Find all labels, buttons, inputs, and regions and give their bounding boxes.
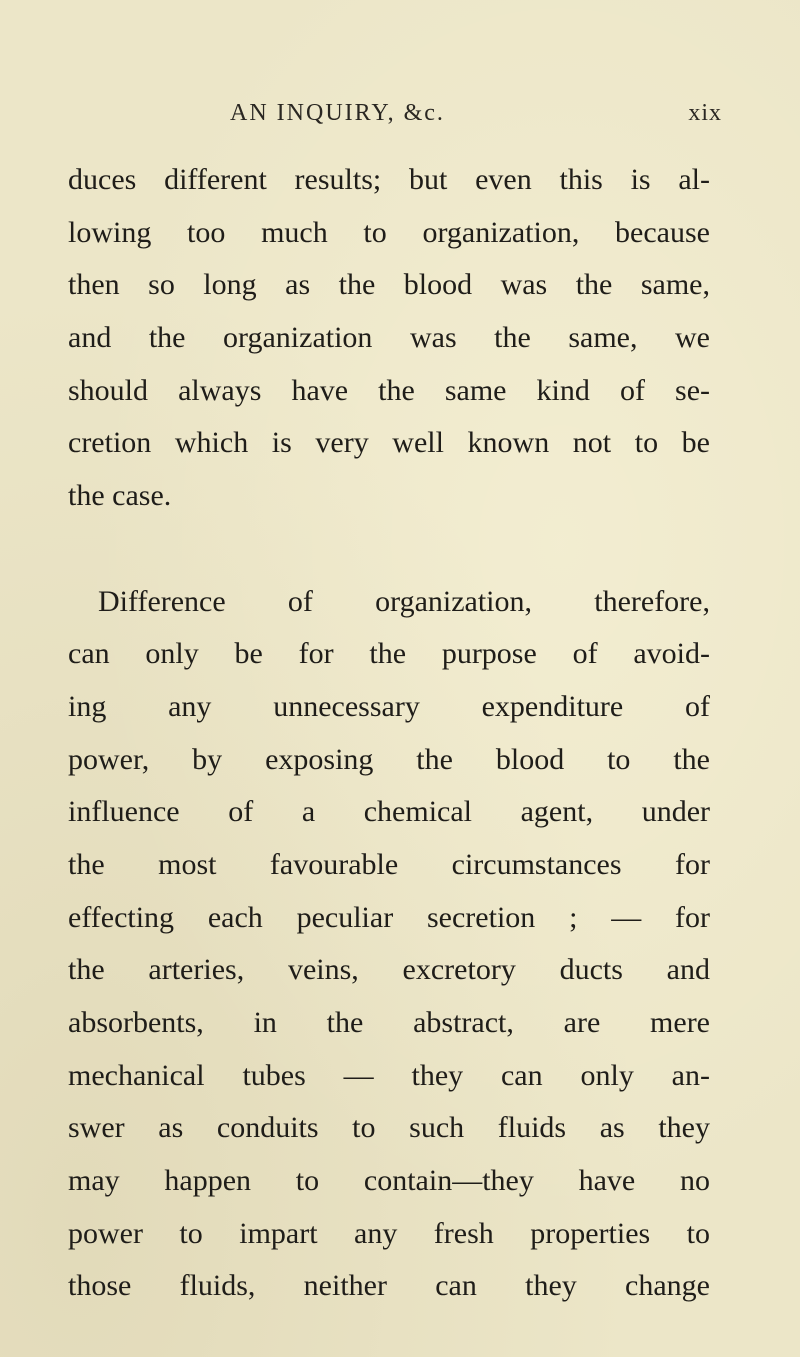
text-line: cretion which is very well known not to be [68,426,710,460]
paragraph-1 [68,154,710,523]
text-line: duces different results; but even this is al- [68,163,710,196]
text-line: power to impart any fresh properties to [68,1216,710,1250]
text-line: the case. [68,479,172,513]
text-line: swer as conduits to such fluids as they [68,1111,710,1145]
text-line: absorbents, in the abstract, are mere [68,1006,710,1039]
text-line: and the organization was the same, we [68,321,710,355]
text-line: mechanical tubes — they can only an- [68,1058,710,1092]
text-line: power, by exposing the blood to the [68,742,710,776]
text-line: Difference of organization, therefore, [98,584,710,618]
text-line: effecting each peculiar secretion ; — for [68,900,710,934]
text-line: the arteries, veins, excretory ducts and [68,953,710,987]
text-line: influence of a chemical agent, under [68,795,710,829]
paragraph-gap [68,523,710,576]
running-head [200,100,730,134]
text-line: should always have the same kind of se- [68,373,710,407]
running-head-title: AN INQUIRY, &c. [230,100,445,126]
paragraph-2 [68,576,710,1314]
body-text [68,154,710,1313]
text-line: then so long as the blood was the same, [68,268,710,302]
text-line: can only be for the purpose of avoid- [68,637,710,671]
text-line: may happen to contain—they have no [68,1164,710,1198]
page-number: xix [688,100,722,126]
text-line: lowing too much to organization, because [68,215,710,249]
text-line: those fluids, neither can they change [68,1269,710,1303]
text-line: the most favourable circumstances for [68,847,710,881]
text-line: ing any unnecessary expenditure of [68,689,710,723]
